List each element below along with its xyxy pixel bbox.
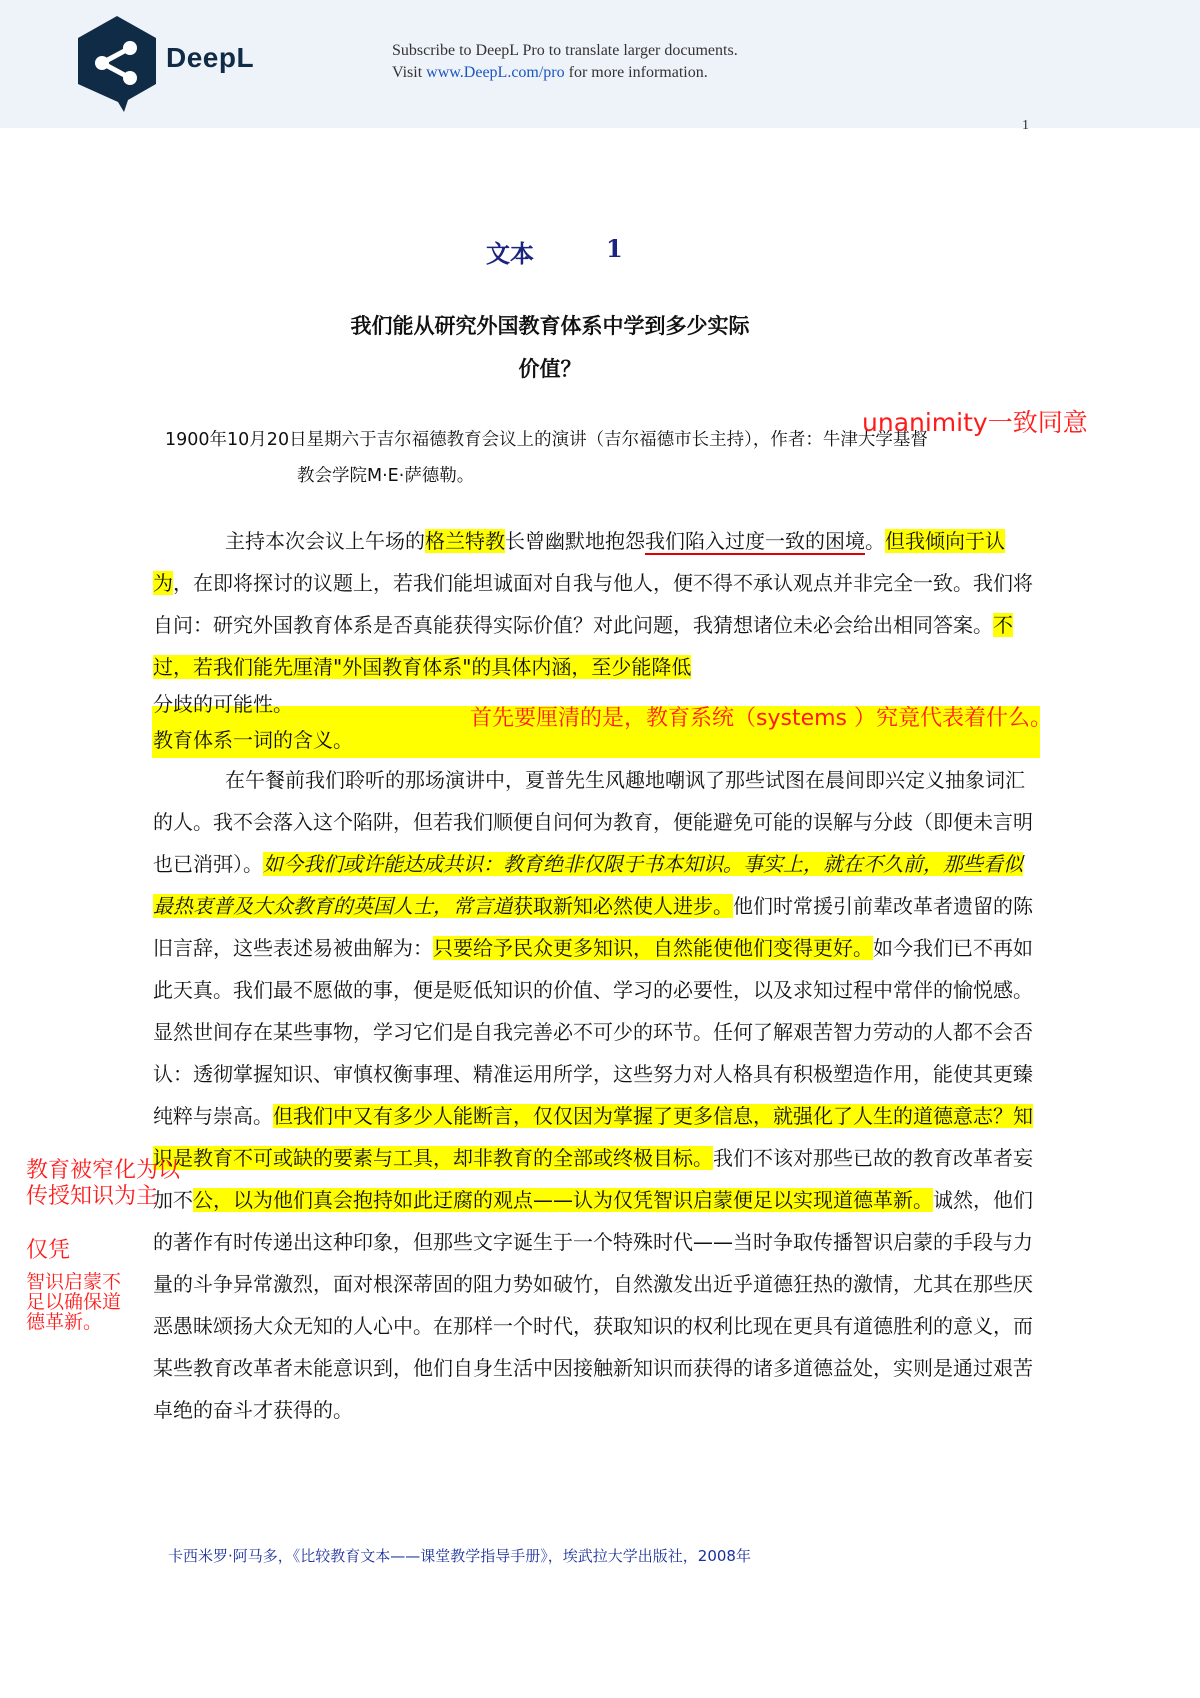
annotation-systems: 首先要厘清的是，教育系统（systems ）究竟代表着什么。	[470, 706, 1052, 731]
paragraph-1: 主持本次会议上午场的格兰特教长曾幽默地抱怨我们陷入过度一致的困境。但我倾向于认为，在即将探讨的议题上，若我们能坦诚面对自我与他人，便不得不承认观点并非完全一致。我们将自问：研究外国教育体系是否真能获得实际价值？对此问题，我猜想诸位未必会给出相同答案。不过，若我们能先厘清"外国教育体系"的具体内涵，至少能降低	[153, 529, 1033, 679]
paragraph-1-end: 分歧的可能性。 教育体系一词的含义。	[153, 686, 1033, 758]
highlight-but-i: 但我倾向于认为	[153, 529, 1005, 595]
article-title-line1: 我们能从研究外国教育体系中学到多少实际	[350, 314, 750, 338]
underline-unanimity: 我们陷入过度一致的困境	[645, 529, 865, 553]
highlight-moral-will: 但我们中又有多少人能断言，仅仅因为掌握了更多信息，就强化了人生的道德意志？知识是教育不可或缺的要素与工具，却非教育的全部或终极目标。	[153, 1104, 1033, 1170]
text-heading-label: 文本	[486, 239, 534, 268]
highlight-grant: 格兰特教	[425, 529, 505, 553]
speech-info-line2: 教会学院M·E·萨德勒。	[297, 466, 475, 486]
promo-line-2: Visit www.DeepL.com/pro for more information.	[392, 64, 708, 81]
highlight-however: 不过，若我们能先厘清"外国教育体系"的具体内涵，至少能降低	[153, 613, 1013, 679]
deepl-banner	[0, 0, 1200, 128]
paragraph-2: 在午餐前我们聆听的那场演讲中，夏普先生风趣地嘲讽了那些试图在晨间即兴定义抽象词汇的人。我不会落入这个陷阱，但若我们顺便自问何为教育，便能避免可能的误解与分歧（即便未言明也已消弭）。如今我们或许能达成共识：教育绝非仅限于书本知识。事实上，就在不久前，那些看似最热衷普及大众教育的英国人士，常言道获取新知必然使人进步。他们时常援引前辈改革者遗留的陈旧言辞，这些表述易被曲解为：只要给予民众更多知识，自然能使他们变得更好。如今我们已不再如此天真。我们最不愿做的事，便是贬低知识的价值、学习的必要性，以及求知过程中常伴的愉悦感。显然世间存在某些事物，学习它们是自我完善必不可少的环节。任何了解艰苦智力劳动的人都不会否认：透彻掌握知识、审慎权衡事理、精准运用所学，这些努力对人格具有积极塑造作用，能使其更臻纯粹与崇高。但我们中又有多少人能断言，仅仅因为掌握了更多信息，就强化了人生的道德意志？知识是教育不可或缺的要素与工具，却非教育的全部或终极目标。我们不该对那些已故的教育改革者妄加不公，以为他们真会抱持如此迂腐的观点——认为仅凭智识启蒙便足以实现道德革新。诚然，他们的著作有时传递出这种印象，但那些文字诞生于一个特殊时代——当时争取传播智识启蒙的手段与力量的斗争异常激烈，面对根深蒂固的阻力势如破竹，自然激发出近乎道德狂热的激情，尤其在那些厌恶愚昧颂扬大众无知的人心中。在那样一个时代，获取知识的权利比现在更具有道德胜利的意义，而某些教育改革者未能意识到，他们自身生活中因接触新知识而获得的诸多道德益处，实则是通过艰苦卓绝的奋斗才获得的。	[153, 768, 1033, 1422]
article-title-line2: 价值？	[518, 357, 582, 381]
promo-line-1: Subscribe to DeepL Pro to translate larger documents.	[392, 42, 738, 59]
citation: 卡西米罗·阿马多，《比较教育文本——课堂教学指导手册》，埃武拉大学出版社，2008年	[168, 1547, 751, 1565]
annotation-only-by: 仅凭	[26, 1238, 71, 1263]
highlight-system-meaning: 教育体系一词的含义。	[153, 728, 353, 752]
highlight-consensus: 如今我们或许能达成共识：教育绝非仅限于书本知识。事实上，就在不久前，那些看似最热衷普及大众教育的英国人士，常言道	[153, 852, 1023, 918]
annotation-enlightenment: 智识启蒙不足以确保道德革新。	[26, 1271, 122, 1333]
promo-message	[392, 40, 738, 84]
page-number: 1	[1022, 118, 1029, 133]
highlight-more-knowledge: 只要给予民众更多知识，自然能使他们变得更好。	[433, 936, 873, 960]
deepl-pro-link[interactable]: www.DeepL.com/pro	[426, 64, 565, 81]
speech-info-line1: 1900年10月20日星期六于吉尔福德教育会议上的演讲（吉尔福德市长主持），作者：牛津大学基督	[165, 430, 928, 450]
annotation-narrowed: 教育被窄化为以传授知识为主	[26, 1158, 181, 1209]
text-heading-number: 1	[606, 234, 623, 263]
deepl-logo-text[interactable]: DeepL	[166, 42, 255, 73]
highlight-progress: 获取新知必然使人进步。	[513, 894, 733, 918]
highlight-reformers: 公，以为他们真会抱持如此迂腐的观点——认为仅凭智识启蒙便足以实现道德革新。	[193, 1188, 933, 1212]
annotation-unanimity: unanimity一致同意	[862, 408, 1088, 437]
deepl-logo-icon[interactable]	[72, 14, 162, 112]
